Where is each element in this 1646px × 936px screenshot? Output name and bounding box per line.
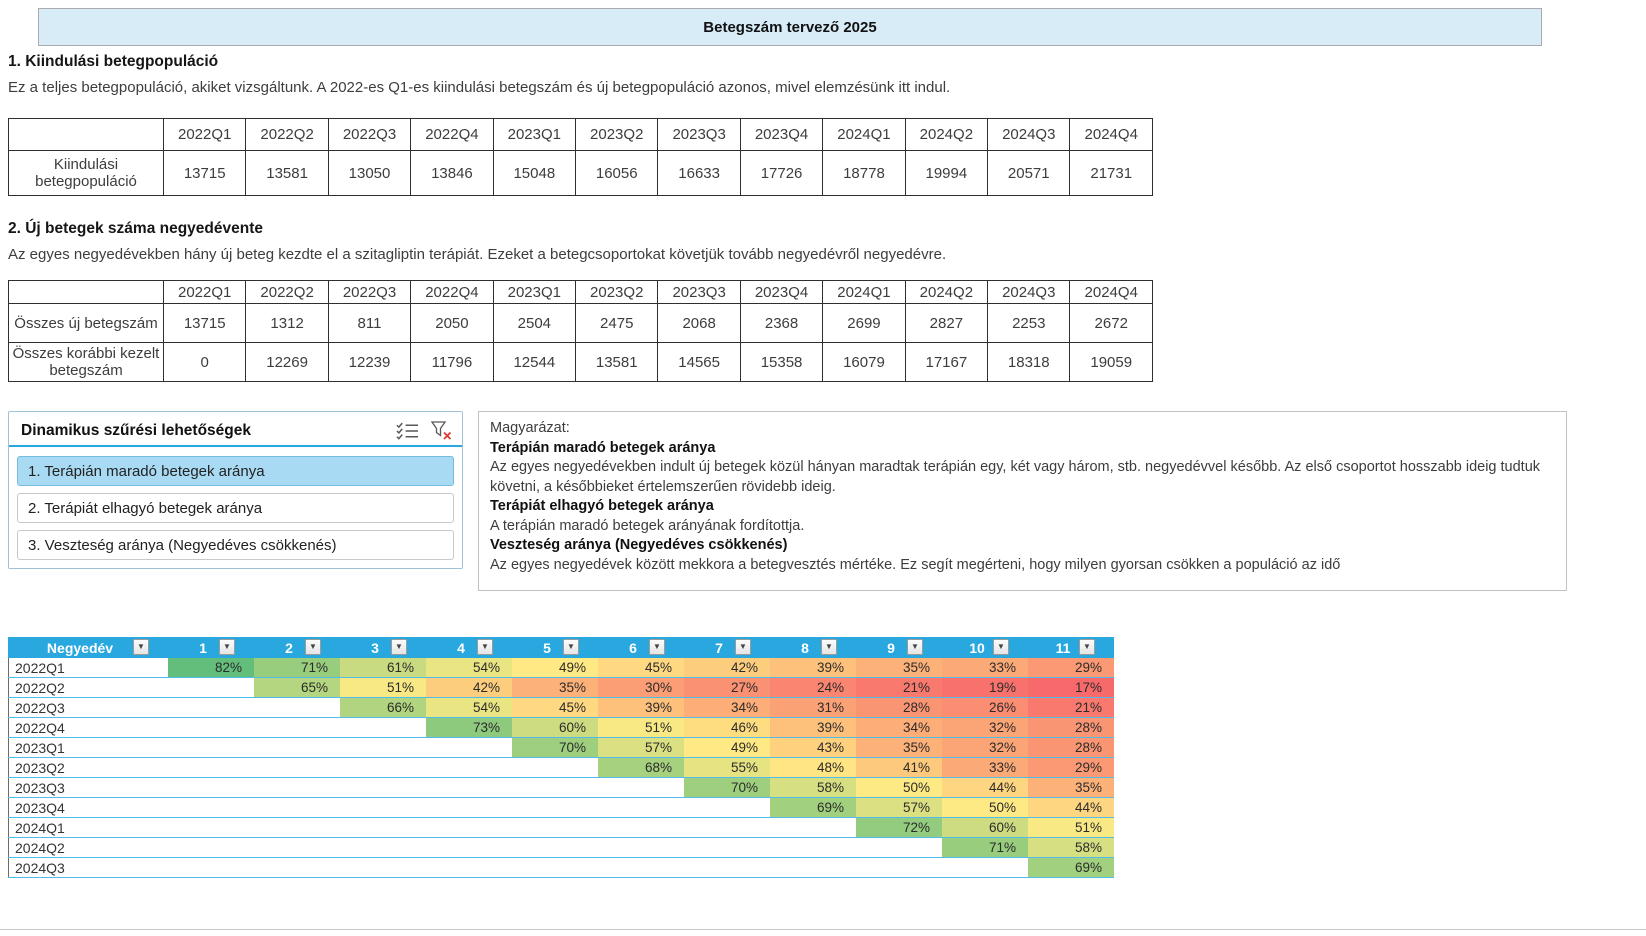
heatmap-cell: 50% (856, 778, 942, 797)
table-row (9, 151, 1153, 196)
heatmap-cell (254, 778, 340, 797)
heatmap-cell: 34% (856, 718, 942, 737)
value-cell: 12269 (246, 343, 328, 382)
heatmap-cell (340, 798, 426, 817)
heatmap-cell: 26% (942, 698, 1028, 717)
heatmap-cell: 28% (1028, 718, 1114, 737)
heatmap-cell (340, 738, 426, 757)
heatmap-cell: 69% (770, 798, 856, 817)
heatmap-cell: 51% (1028, 818, 1114, 837)
value-cell: 2253 (988, 304, 1070, 343)
heatmap-cell: 72% (856, 818, 942, 837)
heatmap-cell: 35% (512, 678, 598, 697)
quarter-column-header: 2024Q2 (905, 119, 987, 151)
heatmap-cell: 32% (942, 718, 1028, 737)
explanation-heading: Terápiát elhagyó betegek aránya (490, 498, 714, 514)
value-cell: 2368 (740, 304, 822, 343)
heatmap-cell (598, 858, 684, 877)
heatmap-column-label: 9 (887, 639, 895, 656)
heatmap-cell: 39% (770, 718, 856, 737)
explanation-heading: Veszteség aránya (Negyedéves csökkenés) (490, 537, 788, 553)
value-cell: 15358 (740, 343, 822, 382)
heatmap-cell: 66% (340, 698, 426, 717)
quarter-column-header: 2022Q1 (164, 119, 246, 151)
heatmap-cell: 73% (426, 718, 512, 737)
quarter-column-header: 2024Q4 (1070, 281, 1153, 304)
value-cell: 12544 (493, 343, 575, 382)
quarter-column-header: 2024Q1 (823, 119, 905, 151)
heatmap-row (8, 858, 1114, 878)
explanation-text: Magyarázat: (490, 420, 570, 436)
heatmap-body (8, 658, 1114, 878)
heatmap-cell: 55% (684, 758, 770, 777)
row-label: Összes korábbi kezelt betegszám (9, 343, 164, 382)
heatmap-column-header-7 (684, 637, 770, 658)
filter-dropdown-button[interactable]: ▼ (1079, 639, 1095, 655)
new-patients-table (8, 280, 1153, 382)
heatmap-cell: 60% (942, 818, 1028, 837)
table-corner-cell (9, 281, 164, 304)
heatmap-cell (340, 778, 426, 797)
heatmap-cell: 49% (512, 658, 598, 677)
heatmap-cell (340, 758, 426, 777)
heatmap-cell (512, 758, 598, 777)
value-cell: 11796 (411, 343, 493, 382)
heatmap-cell: 19% (942, 678, 1028, 697)
value-cell: 17167 (905, 343, 987, 382)
heatmap-cell (168, 778, 254, 797)
heatmap-column-label: 7 (715, 639, 723, 656)
value-cell: 13846 (411, 151, 493, 196)
table-row (9, 343, 1153, 382)
table-row (9, 304, 1153, 343)
filter-dropdown-button[interactable]: ▼ (133, 639, 149, 655)
page-title-bar (38, 8, 1542, 46)
value-cell: 18778 (823, 151, 905, 196)
quarter-column-header: 2023Q3 (658, 281, 740, 304)
heatmap-row (8, 798, 1114, 818)
heatmap-column-header-9 (856, 637, 942, 658)
explanation-box (478, 411, 1567, 591)
value-cell: 811 (328, 304, 410, 343)
heatmap-row (8, 838, 1114, 858)
heatmap-cell (168, 798, 254, 817)
heatmap-column-header-5 (512, 637, 598, 658)
value-cell: 13581 (246, 151, 328, 196)
heatmap-cell (168, 818, 254, 837)
value-cell: 13715 (164, 304, 246, 343)
heatmap-row (8, 718, 1114, 738)
heatmap-cell: 44% (1028, 798, 1114, 817)
heatmap-cell (254, 738, 340, 757)
heatmap-row-label: 2022Q3 (8, 698, 168, 717)
quarter-column-header: 2023Q2 (576, 281, 658, 304)
filter-dropdown-button[interactable]: ▼ (821, 639, 837, 655)
heatmap-cell: 35% (1028, 778, 1114, 797)
heatmap-cell (168, 758, 254, 777)
quarter-column-header: 2022Q1 (164, 281, 246, 304)
heatmap-cell (512, 778, 598, 797)
heatmap-column-header-10 (942, 637, 1028, 658)
quarter-column-header: 2023Q4 (740, 281, 822, 304)
heatmap-row-label: 2024Q2 (8, 838, 168, 857)
heatmap-cell (512, 818, 598, 837)
heatmap-column-header-3 (340, 637, 426, 658)
heatmap-cell: 57% (856, 798, 942, 817)
heatmap-cell (512, 858, 598, 877)
heatmap-column-header-negyedev (8, 637, 168, 658)
heatmap-cell (598, 778, 684, 797)
slicer-header (9, 412, 462, 447)
section-1-description: Ez a teljes betegpopuláció, akiket vizsgáltunk. A 2022-es Q1-es kiindulási betegszám és új betegpopuláció azonos, mivel elemzésünk itt indul. (8, 79, 951, 96)
value-cell: 14565 (658, 343, 740, 382)
heatmap-column-label: 10 (969, 639, 985, 656)
value-cell: 15048 (493, 151, 575, 196)
heatmap-cell (426, 858, 512, 877)
heatmap-cell: 27% (684, 678, 770, 697)
heatmap-cell (254, 838, 340, 857)
quarter-column-header: 2023Q4 (740, 119, 822, 151)
heatmap-cell: 21% (1028, 698, 1114, 717)
heatmap-cell (598, 818, 684, 837)
quarter-column-header: 2024Q2 (905, 281, 987, 304)
heatmap-cell (426, 818, 512, 837)
value-cell: 16633 (658, 151, 740, 196)
row-label: Összes új betegszám (9, 304, 164, 343)
heatmap-cell: 71% (254, 658, 340, 677)
heatmap-row-label: 2023Q4 (8, 798, 168, 817)
heatmap-cell: 30% (598, 678, 684, 697)
heatmap-row-label: 2023Q1 (8, 738, 168, 757)
filter-dropdown-button[interactable]: ▼ (735, 639, 751, 655)
heatmap-column-label: 11 (1055, 639, 1071, 656)
heatmap-cell: 44% (942, 778, 1028, 797)
heatmap-cell (512, 798, 598, 817)
retention-heatmap (8, 637, 1114, 878)
value-cell: 19059 (1070, 343, 1153, 382)
heatmap-column-header-11 (1028, 637, 1114, 658)
multi-select-icon[interactable] (396, 422, 419, 440)
heatmap-cell: 35% (856, 738, 942, 757)
heatmap-cell: 33% (942, 658, 1028, 677)
heatmap-cell: 58% (770, 778, 856, 797)
heatmap-row-label: 2023Q2 (8, 758, 168, 777)
heatmap-row (8, 738, 1114, 758)
heatmap-cell: 39% (598, 698, 684, 717)
heatmap-cell (512, 838, 598, 857)
heatmap-column-header-2 (254, 637, 340, 658)
value-cell: 16056 (576, 151, 658, 196)
heatmap-cell (254, 858, 340, 877)
heatmap-row-label: 2022Q4 (8, 718, 168, 737)
value-cell: 17726 (740, 151, 822, 196)
heatmap-column-label: 8 (801, 639, 809, 656)
heatmap-column-label: 1 (199, 639, 207, 656)
heatmap-cell: 29% (1028, 758, 1114, 777)
value-cell: 2504 (493, 304, 575, 343)
quarter-column-header: 2024Q4 (1070, 119, 1153, 151)
explanation-heading: Terápián maradó betegek aránya (490, 439, 716, 456)
heatmap-cell (684, 858, 770, 877)
heatmap-cell: 48% (770, 758, 856, 777)
heatmap-cell (856, 858, 942, 877)
filter-dropdown-button[interactable]: ▼ (391, 639, 407, 655)
heatmap-cell (168, 838, 254, 857)
slicer-item-1[interactable]: 1. Terápián maradó betegek aránya (17, 456, 454, 486)
heatmap-cell (856, 838, 942, 857)
heatmap-cell: 35% (856, 658, 942, 677)
heatmap-cell: 41% (856, 758, 942, 777)
heatmap-cell (426, 758, 512, 777)
heatmap-cell (942, 858, 1028, 877)
heatmap-cell: 54% (426, 658, 512, 677)
heatmap-row (8, 758, 1114, 778)
heatmap-cell (254, 818, 340, 837)
heatmap-cell: 39% (770, 658, 856, 677)
quarter-column-header: 2023Q3 (658, 119, 740, 151)
heatmap-cell (426, 738, 512, 757)
heatmap-cell: 28% (856, 698, 942, 717)
heatmap-cell: 69% (1028, 858, 1114, 877)
heatmap-row (8, 818, 1114, 838)
value-cell: 2068 (658, 304, 740, 343)
heatmap-cell: 17% (1028, 678, 1114, 697)
heatmap-row-label: 2022Q2 (8, 678, 168, 697)
value-cell: 13715 (164, 151, 246, 196)
heatmap-row-label: 2024Q3 (8, 858, 168, 877)
heatmap-cell (168, 678, 254, 697)
heatmap-cell (684, 818, 770, 837)
heatmap-cell: 31% (770, 698, 856, 717)
value-cell: 16079 (823, 343, 905, 382)
value-cell: 0 (164, 343, 246, 382)
heatmap-cell: 21% (856, 678, 942, 697)
heatmap-column-label: Negyedév (46, 639, 114, 656)
heatmap-column-label: 2 (285, 639, 293, 656)
heatmap-header-row (8, 637, 1114, 658)
page-title: Betegszám tervező 2025 (703, 18, 877, 36)
heatmap-cell: 32% (942, 738, 1028, 757)
quarter-column-header: 2022Q4 (411, 119, 493, 151)
table-corner-cell (9, 119, 164, 151)
heatmap-cell (598, 838, 684, 857)
filter-dropdown-button[interactable]: ▼ (219, 639, 235, 655)
heatmap-cell (254, 798, 340, 817)
quarter-column-header: 2023Q1 (493, 281, 575, 304)
value-cell: 2672 (1070, 304, 1153, 343)
value-cell: 12239 (328, 343, 410, 382)
heatmap-cell: 71% (942, 838, 1028, 857)
value-cell: 2475 (576, 304, 658, 343)
heatmap-cell: 28% (1028, 738, 1114, 757)
value-cell: 19994 (905, 151, 987, 196)
heatmap-cell: 24% (770, 678, 856, 697)
heatmap-cell: 61% (340, 658, 426, 677)
window-bottom-border (0, 929, 1646, 930)
heatmap-cell: 43% (770, 738, 856, 757)
heatmap-cell: 50% (942, 798, 1028, 817)
heatmap-cell: 70% (684, 778, 770, 797)
heatmap-cell: 49% (684, 738, 770, 757)
quarter-column-header: 2022Q4 (411, 281, 493, 304)
heatmap-cell (684, 838, 770, 857)
heatmap-cell (426, 798, 512, 817)
heatmap-cell: 45% (598, 658, 684, 677)
heatmap-cell: 51% (598, 718, 684, 737)
heatmap-cell: 51% (340, 678, 426, 697)
section-2-description: Az egyes negyedévekben hány új beteg kezdte el a szitagliptin terápiát. Ezeket a betegcsoportokat követjük tovább negyedévről negyedévre. (8, 246, 947, 263)
heatmap-cell (770, 838, 856, 857)
value-cell: 21731 (1070, 151, 1153, 196)
quarter-column-header: 2024Q1 (823, 281, 905, 304)
heatmap-cell (168, 698, 254, 717)
heatmap-column-label: 3 (371, 639, 379, 656)
heatmap-row (8, 658, 1114, 678)
filter-dropdown-button[interactable]: ▼ (477, 639, 493, 655)
heatmap-cell (340, 858, 426, 877)
heatmap-cell (684, 798, 770, 817)
baseline-population-table (8, 118, 1153, 196)
quarter-column-header: 2022Q3 (328, 119, 410, 151)
heatmap-cell: 70% (512, 738, 598, 757)
explanation-text: Az egyes negyedévek között mekkora a betegvesztés mértéke. Ez segít megérteni, hogy milyen gyorsan csökken a populáció az idő (490, 556, 1341, 573)
slicer-item-3[interactable]: 3. Veszteség aránya (Negyedéves csökkenés) (17, 530, 454, 560)
section-1-heading: 1. Kiindulási betegpopuláció (8, 53, 219, 70)
explanation-text: A terápián maradó betegek arányának fordítottja. (490, 517, 805, 534)
heatmap-cell (340, 718, 426, 737)
heatmap-cell: 46% (684, 718, 770, 737)
value-cell: 18318 (988, 343, 1070, 382)
heatmap-cell (340, 818, 426, 837)
heatmap-cell (254, 698, 340, 717)
heatmap-cell: 34% (684, 698, 770, 717)
heatmap-cell (254, 758, 340, 777)
heatmap-cell (770, 818, 856, 837)
filter-dropdown-button[interactable]: ▼ (649, 639, 665, 655)
heatmap-row-label: 2023Q3 (8, 778, 168, 797)
value-cell: 20571 (988, 151, 1070, 196)
heatmap-cell: 82% (168, 658, 254, 677)
filter-dropdown-button[interactable]: ▼ (907, 639, 923, 655)
heatmap-cell (254, 718, 340, 737)
heatmap-column-header-6 (598, 637, 684, 658)
heatmap-column-label: 4 (457, 639, 465, 656)
heatmap-row-label: 2024Q1 (8, 818, 168, 837)
heatmap-cell: 68% (598, 758, 684, 777)
heatmap-cell (168, 718, 254, 737)
heatmap-column-header-1 (168, 637, 254, 658)
heatmap-row-label: 2022Q1 (8, 658, 168, 677)
quarter-column-header: 2024Q3 (988, 281, 1070, 304)
value-cell: 1312 (246, 304, 328, 343)
heatmap-cell (168, 738, 254, 757)
value-cell: 2050 (411, 304, 493, 343)
slicer-title: Dinamikus szűrési lehetőségek (21, 421, 252, 439)
slicer-toolbar (384, 421, 452, 440)
heatmap-cell (426, 778, 512, 797)
heatmap-column-header-4 (426, 637, 512, 658)
heatmap-cell (598, 798, 684, 817)
value-cell: 13581 (576, 343, 658, 382)
clear-filter-icon[interactable] (431, 421, 452, 440)
heatmap-cell: 57% (598, 738, 684, 757)
heatmap-cell: 65% (254, 678, 340, 697)
heatmap-cell: 60% (512, 718, 598, 737)
heatmap-column-label: 6 (629, 639, 637, 656)
heatmap-row (8, 698, 1114, 718)
heatmap-cell: 45% (512, 698, 598, 717)
heatmap-row (8, 678, 1114, 698)
row-label: Kiindulási betegpopuláció (9, 151, 164, 196)
quarter-column-header: 2024Q3 (988, 119, 1070, 151)
quarter-column-header: 2022Q3 (328, 281, 410, 304)
heatmap-cell: 54% (426, 698, 512, 717)
heatmap-cell (770, 858, 856, 877)
filter-dropdown-button[interactable]: ▼ (993, 639, 1009, 655)
quarter-column-header: 2023Q2 (576, 119, 658, 151)
slicer-panel (8, 411, 463, 569)
heatmap-row (8, 778, 1114, 798)
heatmap-cell: 42% (426, 678, 512, 697)
quarter-column-header: 2022Q2 (246, 281, 328, 304)
heatmap-column-label: 5 (543, 639, 551, 656)
quarter-column-header: 2022Q2 (246, 119, 328, 151)
heatmap-cell: 29% (1028, 658, 1114, 677)
heatmap-cell (340, 838, 426, 857)
slicer-item-list (9, 447, 462, 560)
heatmap-cell: 42% (684, 658, 770, 677)
filter-dropdown-button[interactable]: ▼ (305, 639, 321, 655)
value-cell: 2699 (823, 304, 905, 343)
section-2-heading: 2. Új betegek száma negyedévente (8, 220, 264, 237)
filter-dropdown-button[interactable]: ▼ (563, 639, 579, 655)
heatmap-cell: 33% (942, 758, 1028, 777)
heatmap-cell (168, 858, 254, 877)
heatmap-column-header-8 (770, 637, 856, 658)
quarter-column-header: 2023Q1 (493, 119, 575, 151)
value-cell: 2827 (905, 304, 987, 343)
slicer-item-2[interactable]: 2. Terápiát elhagyó betegek aránya (17, 493, 454, 523)
explanation-text: Az egyes negyedévekben indult új betegek közül hányan maradtak terápián egy, két vagy három, stb. negyedévvel később. Az első csoportot hosszabb ideig tudtuk követni, a későbbieket értelemszerűen rövidebb ideig. (490, 459, 1541, 495)
value-cell: 13050 (328, 151, 410, 196)
heatmap-cell (426, 838, 512, 857)
heatmap-cell: 58% (1028, 838, 1114, 857)
